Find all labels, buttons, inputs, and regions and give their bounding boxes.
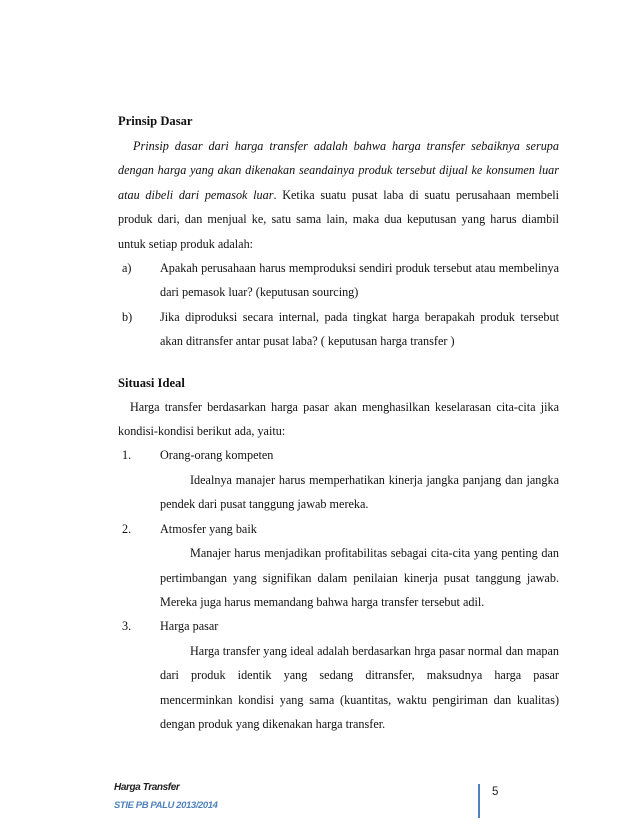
italic-text: Prinsip dasar dari harga transfer adalah bahwa harga transfer sebaiknya serupa dengan harga yang akan dikenakan seandainya produk tersebut dijual ke konsumen luar atau dibeli dari pemasok luar [118, 139, 559, 202]
list-item [118, 614, 559, 736]
list-item [118, 517, 559, 615]
list-item [118, 443, 559, 516]
list-item-title: Atmosfer yang baik [160, 521, 257, 536]
list-marker: 3. [122, 619, 132, 634]
footer-title: Harga Transfer [114, 782, 180, 793]
list-marker: a) [122, 261, 132, 276]
list-item-text: Apakah perusahaan harus memproduksi sendiri produk tersebut atau membelinya dari pemasok luar? (keputusan sourcing) [160, 261, 559, 300]
page-number: 5 [492, 786, 499, 798]
section-heading: Situasi Ideal [118, 375, 185, 390]
list-item-text: Manajer harus menjadikan profitabilitas sebagai cita-cita yang penting dan pertimbangan yang signifikan dalam penilaian kinerja pusat tanggung jawab. Mereka juga harus memandang bahwa harga transfer tersebut adil. [160, 546, 559, 609]
list-marker: b) [122, 309, 133, 324]
list-item-text: Idealnya manajer harus memperhatikan kinerja jangka panjang dan jangka pendek dari pusat tanggung jawab mereka. [160, 472, 559, 512]
page-footer [114, 782, 534, 818]
paragraph-text: . Ketika suatu pusat laba di suatu perusahaan membeli produk dari, dan menjual ke, satu sama lain, maka dua keputusan yang harus diambil untuk setiap produk adalah: [118, 187, 559, 251]
footer-divider [478, 784, 480, 818]
list-marker: 2. [122, 521, 132, 536]
list-item-title: Harga pasar [160, 619, 219, 634]
list-item [118, 305, 559, 354]
list-item-text: Harga transfer yang ideal adalah berdasarkan hrga pasar normal dan mapan dari produk identik yang sedang ditransfer, maksudnya harga pasar mencerminkan kondisi yang sama (kuantitas, waktu pengiriman dan kualitas) dengan produk yang dikenakan harga transfer. [160, 643, 559, 731]
list-item-title: Orang-orang kompeten [160, 448, 274, 463]
paragraph [118, 134, 559, 256]
paragraph: Harga transfer berdasarkan harga pasar akan menghasilkan keselarasan cita-cita jika kondisi-kondisi berikut ada, yaitu: [118, 399, 559, 439]
list-item [118, 256, 559, 305]
section-situasi-ideal [118, 374, 559, 737]
list-item-text: Jika diproduksi secara internal, pada tingkat harga berapakah produk tersebut akan ditransfer antar pusat laba? ( keputusan harga transfer ) [160, 309, 559, 349]
footer-institution: STIE PB PALU 2013/2014 [114, 800, 218, 811]
page-content [118, 112, 559, 736]
section-prinsip-dasar [118, 112, 559, 354]
section-heading: Prinsip Dasar [118, 114, 193, 128]
list-marker: 1. [122, 448, 132, 463]
